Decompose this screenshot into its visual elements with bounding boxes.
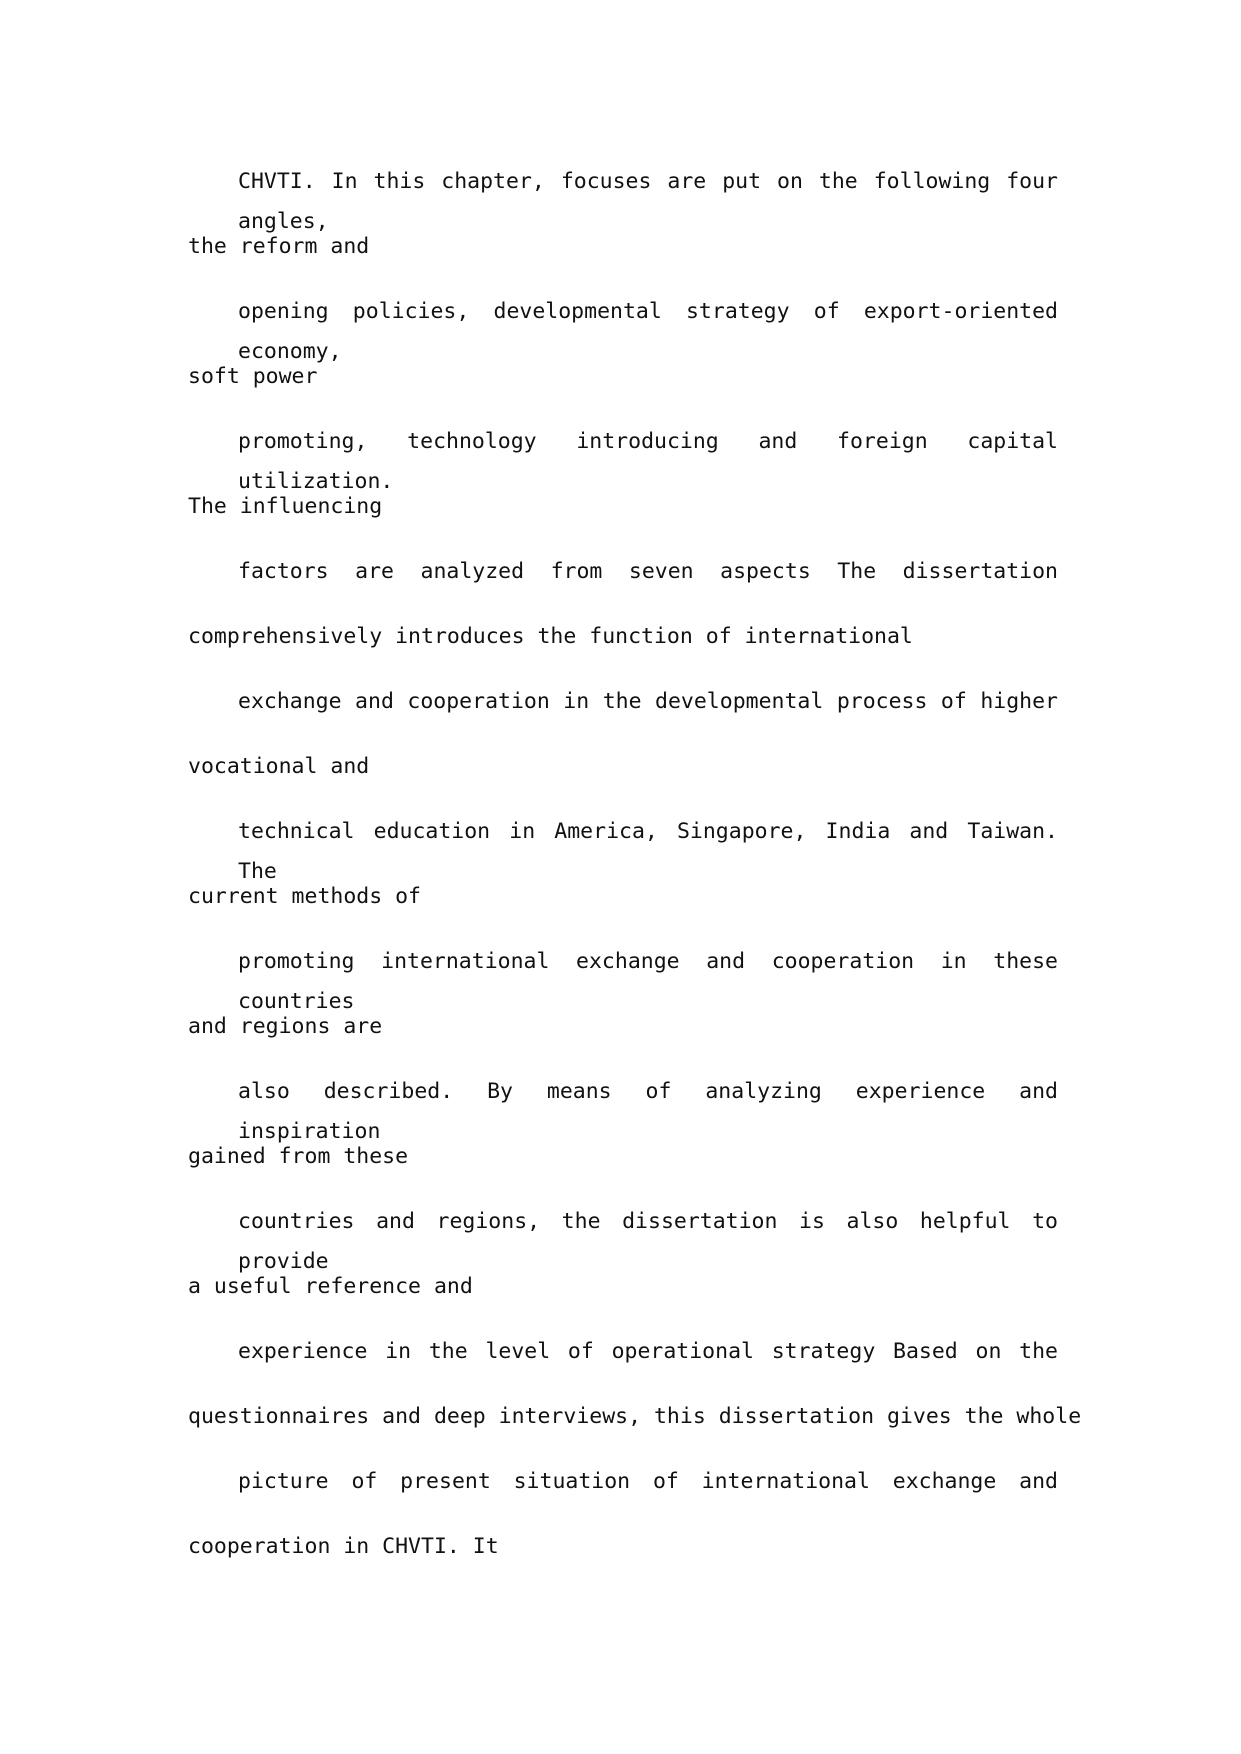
text-line: picture of present situation of international exchange and bbox=[238, 1469, 1058, 1494]
text-line: a useful reference and bbox=[188, 1274, 473, 1299]
text-line: also described. By means of analyzing experience and inspiration bbox=[238, 1079, 1058, 1144]
text-line: questionnaires and deep interviews, this dissertation gives the whole bbox=[188, 1404, 1082, 1429]
text-line: cooperation in CHVTI. It bbox=[188, 1534, 499, 1559]
text-line: countries and regions, the dissertation is also helpful to provide bbox=[238, 1209, 1058, 1274]
text-line: The influencing bbox=[188, 494, 383, 519]
text-line: gained from these bbox=[188, 1144, 409, 1169]
text-line: the reform and bbox=[188, 234, 370, 259]
text-line: technical education in America, Singapore, India and Taiwan. The bbox=[238, 819, 1058, 884]
text-line: opening policies, developmental strategy of export-oriented economy, bbox=[238, 299, 1058, 364]
text-line: experience in the level of operational strategy Based on the bbox=[238, 1339, 1058, 1364]
text-line: and regions are bbox=[188, 1014, 383, 1039]
text-line: factors are analyzed from seven aspects The dissertation bbox=[238, 559, 1058, 584]
text-line: exchange and cooperation in the developmental process of higher bbox=[238, 689, 1058, 714]
text-line: current methods of bbox=[188, 884, 421, 909]
text-line: comprehensively introduces the function of international bbox=[188, 624, 913, 649]
text-line: promoting international exchange and cooperation in these countries bbox=[238, 949, 1058, 1014]
text-line: vocational and bbox=[188, 754, 370, 779]
text-line: CHVTI. In this chapter, focuses are put on the following four angles, bbox=[238, 169, 1058, 234]
body-text bbox=[188, 162, 1082, 1592]
text-line: soft power bbox=[188, 364, 318, 389]
text-line: promoting, technology introducing and foreign capital utilization. bbox=[238, 429, 1058, 494]
